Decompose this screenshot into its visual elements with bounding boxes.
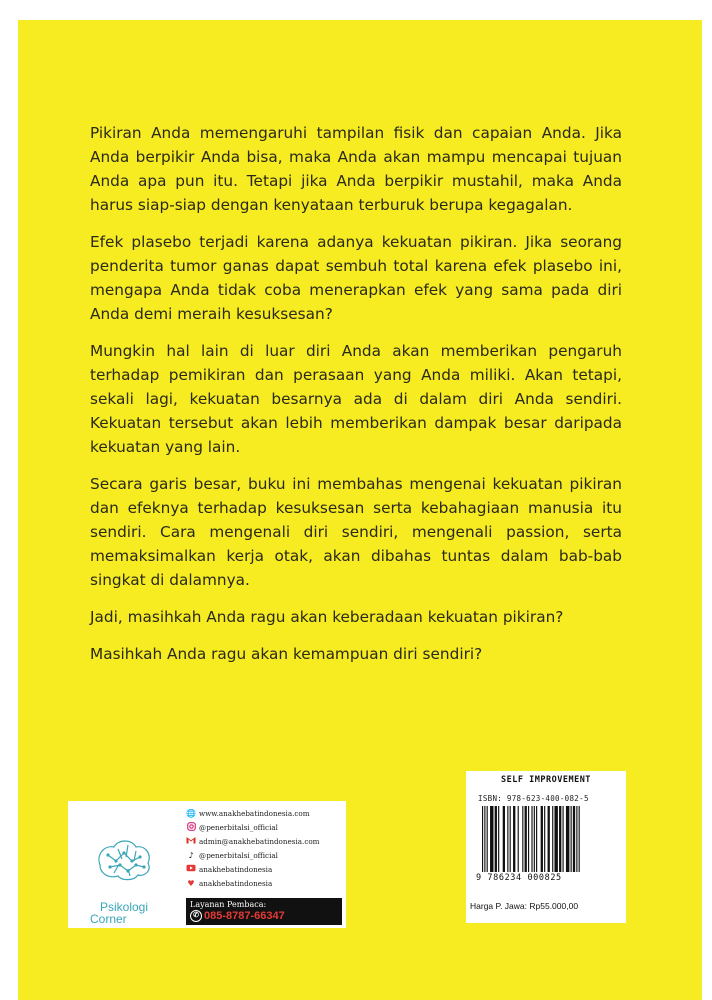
brain-icon [78, 831, 178, 901]
contact-shopee[interactable] [186, 876, 346, 890]
barcode-bar [510, 806, 511, 872]
barcode-bar [531, 806, 532, 872]
barcode-bar [541, 806, 543, 872]
book-price: Harga P. Jawa: Rp55.000,00 [470, 901, 579, 911]
barcode-bar [548, 806, 550, 872]
email-text: admin@anakhebatindonesia.com [199, 836, 320, 846]
barcode-bar [576, 806, 577, 872]
publisher-info-box [68, 801, 346, 928]
blurb-paragraph-4: Secara garis besar, buku ini membahas mengenai kekuatan pikiran dan efeknya terhadap kesuksesan serta kebahagiaan manusia itu sendiri. Cara mengenali diri sendiri, mengenali passion, serta memaksimalkan kerja otak, akan dibahas tuntas dalam bab-bab singkat di dalamnya. [90, 475, 622, 589]
blurb-question-2: Masihkah Anda ragu akan kemampuan diri sendiri? [90, 645, 483, 663]
barcode-bar [573, 806, 575, 872]
barcode-bar [534, 806, 535, 872]
barcode-bar [487, 806, 488, 872]
barcode-bar [544, 806, 545, 872]
contact-instagram[interactable] [186, 820, 346, 834]
contact-tiktok[interactable] [186, 848, 346, 862]
logo-line-2: Corner [90, 912, 127, 926]
barcode-bar [528, 806, 529, 872]
blurb-paragraph-1: Pikiran Anda memengaruhi tampilan fisik dan capaian Anda. Jika Anda berpikir Anda bisa, maka Anda akan mampu mencapai tujuan Anda apa pun itu. Tetapi jika Anda berpikir mustahil, maka Anda harus siap-siap dengan kenyataan terburuk berupa kegagalan. [90, 124, 622, 214]
blurb-text [90, 121, 622, 679]
youtube-text: anakhebatindonesia [199, 864, 273, 874]
contact-youtube[interactable] [186, 862, 346, 876]
barcode-bar [566, 806, 569, 872]
barcode-bar [554, 806, 557, 872]
barcode-bar [571, 806, 572, 872]
barcode-bar [484, 806, 485, 872]
blurb-paragraph-3: Mungkin hal lain di luar diri Anda akan memberikan pengaruh terhadap pemikiran dan perasaan yang Anda miliki. Akan tetapi, sekali lagi, kekuatan besarnya ada di dalam diri Anda sendiri. Kekuatan tersebut akan lebih memberikan dampak besar daripada kekuatan yang lain. [90, 342, 622, 456]
barcode-bar [536, 806, 537, 872]
barcode-bars [482, 806, 616, 872]
barcode-bar [482, 806, 483, 872]
barcode-bar [559, 806, 561, 872]
tiktok-text: @penerbitalsi_official [199, 850, 278, 860]
book-category: SELF IMPROVEMENT [501, 775, 591, 785]
reader-service-box [186, 898, 342, 925]
whatsapp-icon: ✆ [190, 910, 202, 922]
shopee-text: anakhebatindonesia [199, 878, 273, 888]
reader-service-label: Layanan Pembaca: [190, 900, 267, 909]
globe-icon: 🌐 [186, 808, 196, 818]
barcode-bar [498, 806, 499, 872]
barcode-bar [563, 806, 564, 872]
youtube-icon [186, 864, 196, 874]
barcode-bar [525, 806, 527, 872]
psikologi-corner-logo [78, 831, 178, 926]
barcode-box [466, 771, 626, 923]
blurb-paragraph-2: Efek plasebo terjadi karena adanya kekuatan pikiran. Jika seorang penderita tumor ganas dapat sembuh total karena efek plasebo ini, mengapa Anda tidak coba menerapkan efek yang sama pada diri Anda demi meraih kesuksesan? [90, 233, 622, 323]
barcode-bar [522, 806, 523, 872]
isbn-number: 9 786234 000825 [476, 873, 562, 883]
barcode-bar [552, 806, 553, 872]
barcode-bar [490, 806, 493, 872]
phone-number: 085-8787-66347 [204, 910, 285, 922]
instagram-icon [186, 822, 196, 833]
instagram-text: @penerbitalsi_official [199, 822, 278, 832]
barcode-bar [495, 806, 497, 872]
contact-website[interactable] [186, 806, 346, 820]
contact-email[interactable] [186, 834, 346, 848]
website-text: www.anakhebatindonesia.com [199, 808, 310, 818]
barcode-bar [513, 806, 515, 872]
barcode-bar [507, 806, 508, 872]
contact-list [186, 806, 346, 890]
isbn-label: ISBN: 978-623-400-082-5 [478, 794, 589, 803]
mail-icon [186, 836, 196, 846]
reader-phone[interactable] [190, 910, 285, 922]
logo-text [90, 901, 148, 925]
logo-line-1: Psikologi [100, 900, 149, 914]
tiktok-icon: ♪ [188, 850, 194, 860]
barcode-bar [518, 806, 519, 872]
blurb-question-1: Jadi, masihkah Anda ragu akan keberadaan kekuatan pikiran? [90, 608, 564, 626]
barcode-bar [579, 806, 580, 872]
heart-icon: ♥ [187, 878, 195, 888]
barcode-bar [503, 806, 505, 872]
